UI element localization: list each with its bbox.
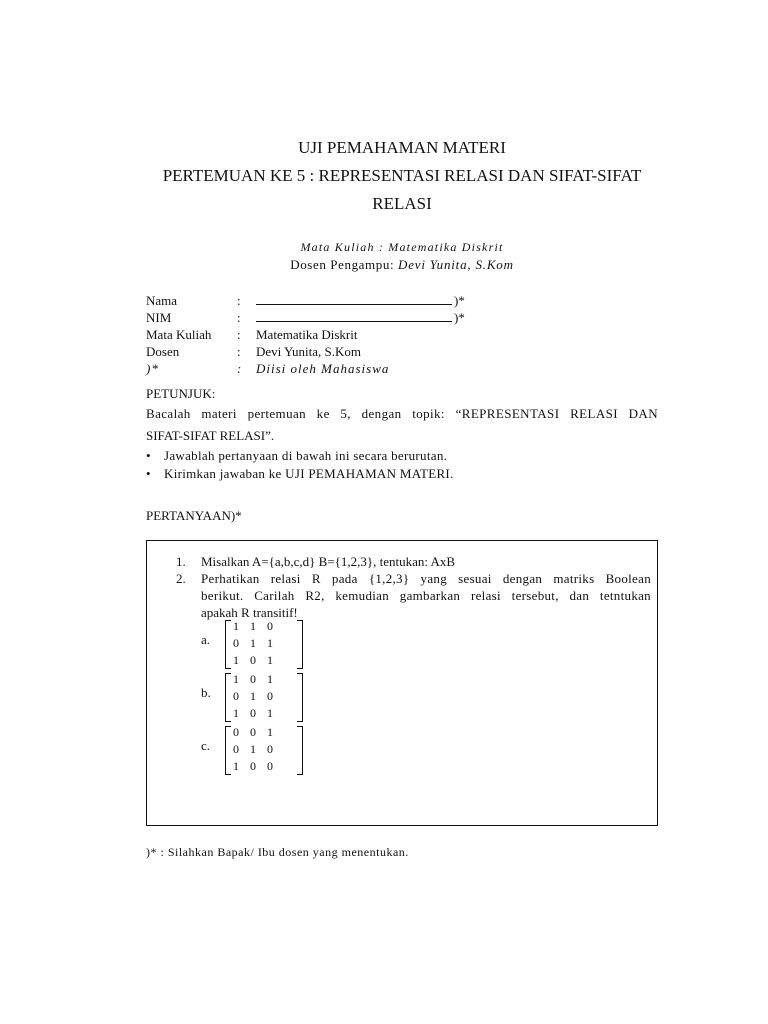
matrix-row xyxy=(233,636,284,651)
matrix-cell: 0 xyxy=(267,689,273,703)
matrix-cell: 0 xyxy=(250,653,256,667)
matrix-right-bracket xyxy=(297,620,303,669)
blank-line xyxy=(256,293,452,305)
matrix-cell: 0 xyxy=(250,672,256,686)
matrix-row xyxy=(233,619,284,634)
course-subtitle: Mata Kuliah : Matematika Diskrit xyxy=(300,240,504,254)
option-label: a. xyxy=(201,632,211,647)
info-colon: : xyxy=(237,293,241,308)
matrix-row xyxy=(233,706,284,721)
matrix-row xyxy=(233,653,284,668)
title-block xyxy=(140,134,664,218)
instructions-heading: PETUNJUK: xyxy=(146,386,216,401)
bullet-icon: • xyxy=(146,448,151,463)
lecturer-subtitle xyxy=(140,257,664,273)
matrix-cell: 1 xyxy=(233,653,239,667)
matrix-cell: 1 xyxy=(250,742,256,756)
option-label: c. xyxy=(201,738,211,753)
bullet-icon: • xyxy=(146,466,151,481)
instructions-section xyxy=(146,385,658,483)
instructions-text-line-2: SIFAT-SIFAT RELASI”. xyxy=(146,428,275,443)
instructions-text-line-1: Bacalah materi pertemuan ke 5, dengan topik: “REPRESENTASI RELASI DAN xyxy=(146,406,658,421)
question-list xyxy=(176,553,651,621)
lecturer-label: Dosen Pengampu: xyxy=(290,257,399,272)
matrix-cell: 1 xyxy=(267,653,273,667)
matrix-cell: 0 xyxy=(267,619,273,633)
question-text-line-3: apakah R transitif! xyxy=(201,605,298,620)
matrix-cell: 1 xyxy=(250,689,256,703)
info-colon: : xyxy=(237,344,241,359)
matrix-cell: 1 xyxy=(233,706,239,720)
matrix-row xyxy=(233,759,284,774)
matrix-row xyxy=(233,742,284,757)
matrix-cell: 0 xyxy=(233,689,239,703)
info-label: Dosen xyxy=(146,344,180,359)
matrix-left-bracket xyxy=(225,673,231,722)
matrix-cell: 0 xyxy=(233,636,239,650)
question-text-line-2: berikut. Carilah R2, kemudian gambarkan relasi tersebut, dan tetntukan xyxy=(201,588,651,603)
matrix-row xyxy=(233,689,284,704)
questions-heading: PERTANYAAN)* xyxy=(146,508,242,523)
matrix-row xyxy=(233,725,284,740)
matrix-cell: 0 xyxy=(233,725,239,739)
matrix-left-bracket xyxy=(225,726,231,775)
boolean-matrix xyxy=(225,725,303,777)
matrix-left-bracket xyxy=(225,620,231,669)
matrix-cell: 1 xyxy=(250,619,256,633)
info-colon: : xyxy=(237,327,241,342)
question-text: Misalkan A={a,b,c,d} B={1,2,3}, tentukan: AxB xyxy=(201,554,456,569)
boolean-matrix xyxy=(225,619,303,671)
matrix-cell: 0 xyxy=(267,759,273,773)
bullet-text: Kirimkan jawaban ke UJI PEMAHAMAN MATERI. xyxy=(164,466,454,481)
matrix-cell: 1 xyxy=(267,725,273,739)
matrix-cell: 1 xyxy=(250,636,256,650)
info-label: )* xyxy=(146,361,159,376)
info-label: Nama xyxy=(146,293,178,308)
question-2 xyxy=(176,570,651,621)
matrix-cell: 1 xyxy=(267,636,273,650)
title-line-1: UJI PEMAHAMAN MATERI xyxy=(298,138,506,157)
matrix-cell: 1 xyxy=(233,672,239,686)
info-value: Diisi oleh Mahasiswa xyxy=(256,361,390,376)
list-item xyxy=(146,447,658,465)
title-line-2: PERTEMUAN KE 5 : REPRESENTASI RELASI DAN SIFAT-SIFAT xyxy=(162,166,642,185)
lecturer-name: Devi Yunita, S.Kom xyxy=(398,257,514,272)
blank-line xyxy=(256,310,452,322)
matrix-cell: 1 xyxy=(267,706,273,720)
matrix-cell: 0 xyxy=(250,706,256,720)
bullet-text: Jawablah pertanyaan di bawah ini secara berurutan. xyxy=(164,448,448,463)
matrix-right-bracket xyxy=(297,726,303,775)
boolean-matrix xyxy=(225,672,303,724)
matrix-cell: 0 xyxy=(233,742,239,756)
list-item xyxy=(146,465,658,483)
info-label: NIM xyxy=(146,310,172,325)
question-box xyxy=(146,540,658,826)
matrix-right-bracket xyxy=(297,673,303,722)
question-number: 1. xyxy=(176,554,186,569)
info-value: Matematika Diskrit xyxy=(256,327,358,342)
matrix-cell: 1 xyxy=(233,759,239,773)
question-text-line-1: Perhatikan relasi R pada {1,2,3} yang sesuai dengan matriks Boolean xyxy=(201,571,651,586)
footnote: )* : Silahkan Bapak/ Ibu dosen yang menentukan. xyxy=(146,845,409,859)
required-mark: )* xyxy=(454,293,465,308)
info-value: Devi Yunita, S.Kom xyxy=(256,344,361,359)
option-label: b. xyxy=(201,685,211,700)
name-blank-field[interactable] xyxy=(256,292,465,309)
info-colon: : xyxy=(237,310,241,325)
matrix-cell: 0 xyxy=(267,742,273,756)
matrix-cell: 1 xyxy=(267,672,273,686)
title-line-3: RELASI xyxy=(372,194,432,213)
info-colon: : xyxy=(237,361,243,376)
matrix-cell: 0 xyxy=(250,725,256,739)
info-label: Mata Kuliah xyxy=(146,327,212,342)
matrix-cell: 1 xyxy=(233,619,239,633)
instructions-bullet-list xyxy=(146,447,658,483)
matrix-row xyxy=(233,672,284,687)
question-number: 2. xyxy=(176,571,186,586)
matrix-cell: 0 xyxy=(250,759,256,773)
question-1 xyxy=(176,553,651,570)
nim-blank-field[interactable] xyxy=(256,309,465,326)
required-mark: )* xyxy=(454,310,465,325)
